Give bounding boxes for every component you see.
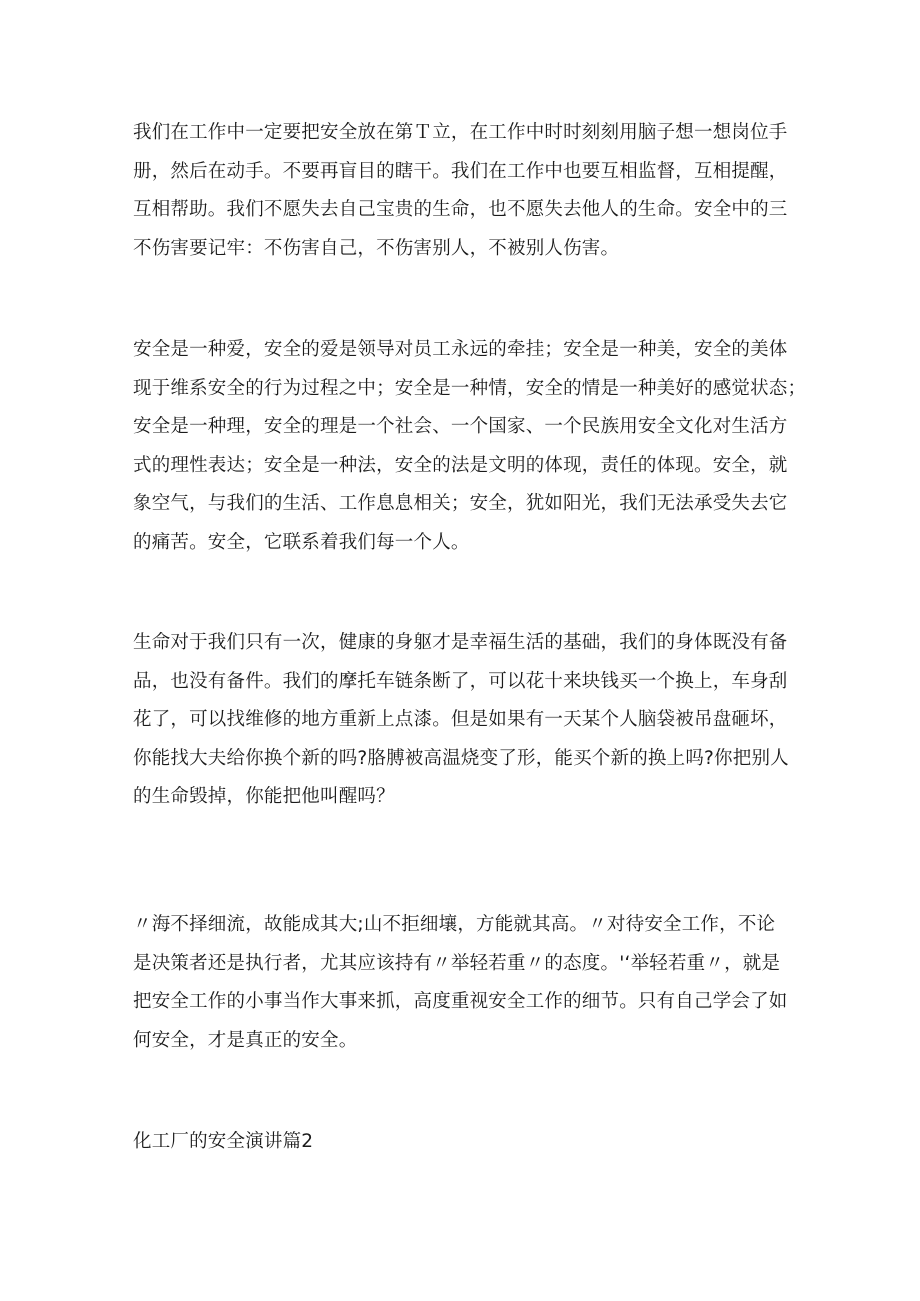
text-line: 品，也没有备件。我们的摩托车链条断了，可以花十来块钱买一个换上，车身刮 — [133, 670, 788, 692]
paragraph-life-only-once — [133, 624, 793, 817]
paragraph-safety-first — [133, 114, 793, 268]
text-line: 你能找大夫给你换个新的吗?胳膊被高温烧变了形，能买个新的换上吗?你把别人 — [133, 747, 789, 769]
paragraph-sea-proverb — [133, 906, 793, 1060]
paragraph-safety-is-love — [133, 331, 807, 562]
text-line: 是决策者还是执行者，尤其应该持有〃举轻若重〃的态度。'‘举轻若重〃，就是 — [133, 952, 781, 974]
text-line: 何安全，才是真正的安全。 — [133, 1029, 358, 1051]
text-line: 互相帮助。我们不愿失去自己宝贵的生命，也不愿失去他人的生命。安全中的三 — [133, 199, 788, 220]
heading-text: 化工厂的安全演讲篇2 — [133, 1131, 314, 1152]
text-line: 现于维系安全的行为过程之中；安全是一种情，安全的情是一种美好的感觉状态； — [133, 377, 807, 399]
text-line: 安全是一种理，安全的理是一个社会、一个国家、一个民族用安全文化对生活方 — [133, 416, 788, 437]
text-line: 的痛苦。安全，它联系着我们每一个人。 — [133, 531, 470, 553]
text-line: 把安全工作的小事当作大事来抓，高度重视安全工作的细节。只有自己学会了如 — [133, 991, 788, 1012]
text-line: 生命对于我们只有一次，健康的身躯才是幸福生活的基础，我们的身体既没有备 — [133, 632, 788, 653]
text-line: 册，然后在动手。不要再盲目的瞎干。我们在工作中也要互相监督，互相提醒， — [133, 160, 788, 182]
text-line: 我们在工作中一定要把安全放在第Ｔ立，在工作中时时刻刻用脑子想一想岗位手 — [133, 122, 788, 143]
text-line: 安全是一种爱，安全的爱是领导对员工永远的牵挂；安全是一种美，安全的美体 — [133, 339, 788, 360]
text-line: 〃海不择细流，故能成其大;山不拒细壤，方能就其高。〃对待安全工作，不论 — [133, 914, 776, 935]
text-line: 象空气，与我们的生活、工作息息相关；安全，犹如阳光，我们无法承受失去它 — [133, 493, 788, 514]
section-heading — [133, 1123, 793, 1162]
text-line: 的生命毁掉，你能把他叫醒吗？ — [133, 786, 395, 807]
text-line: 式的理性表达；安全是一种法，安全的法是文明的体现，责任的体现。安全，就 — [133, 454, 788, 476]
text-line: 不伤害要记牢：不伤害自己，不伤害别人，不被别人伤害。 — [133, 237, 620, 259]
text-line: 花了，可以找维修的地方重新上点漆。但是如果有一天某个人脑袋被吊盘砸坏， — [133, 709, 788, 730]
